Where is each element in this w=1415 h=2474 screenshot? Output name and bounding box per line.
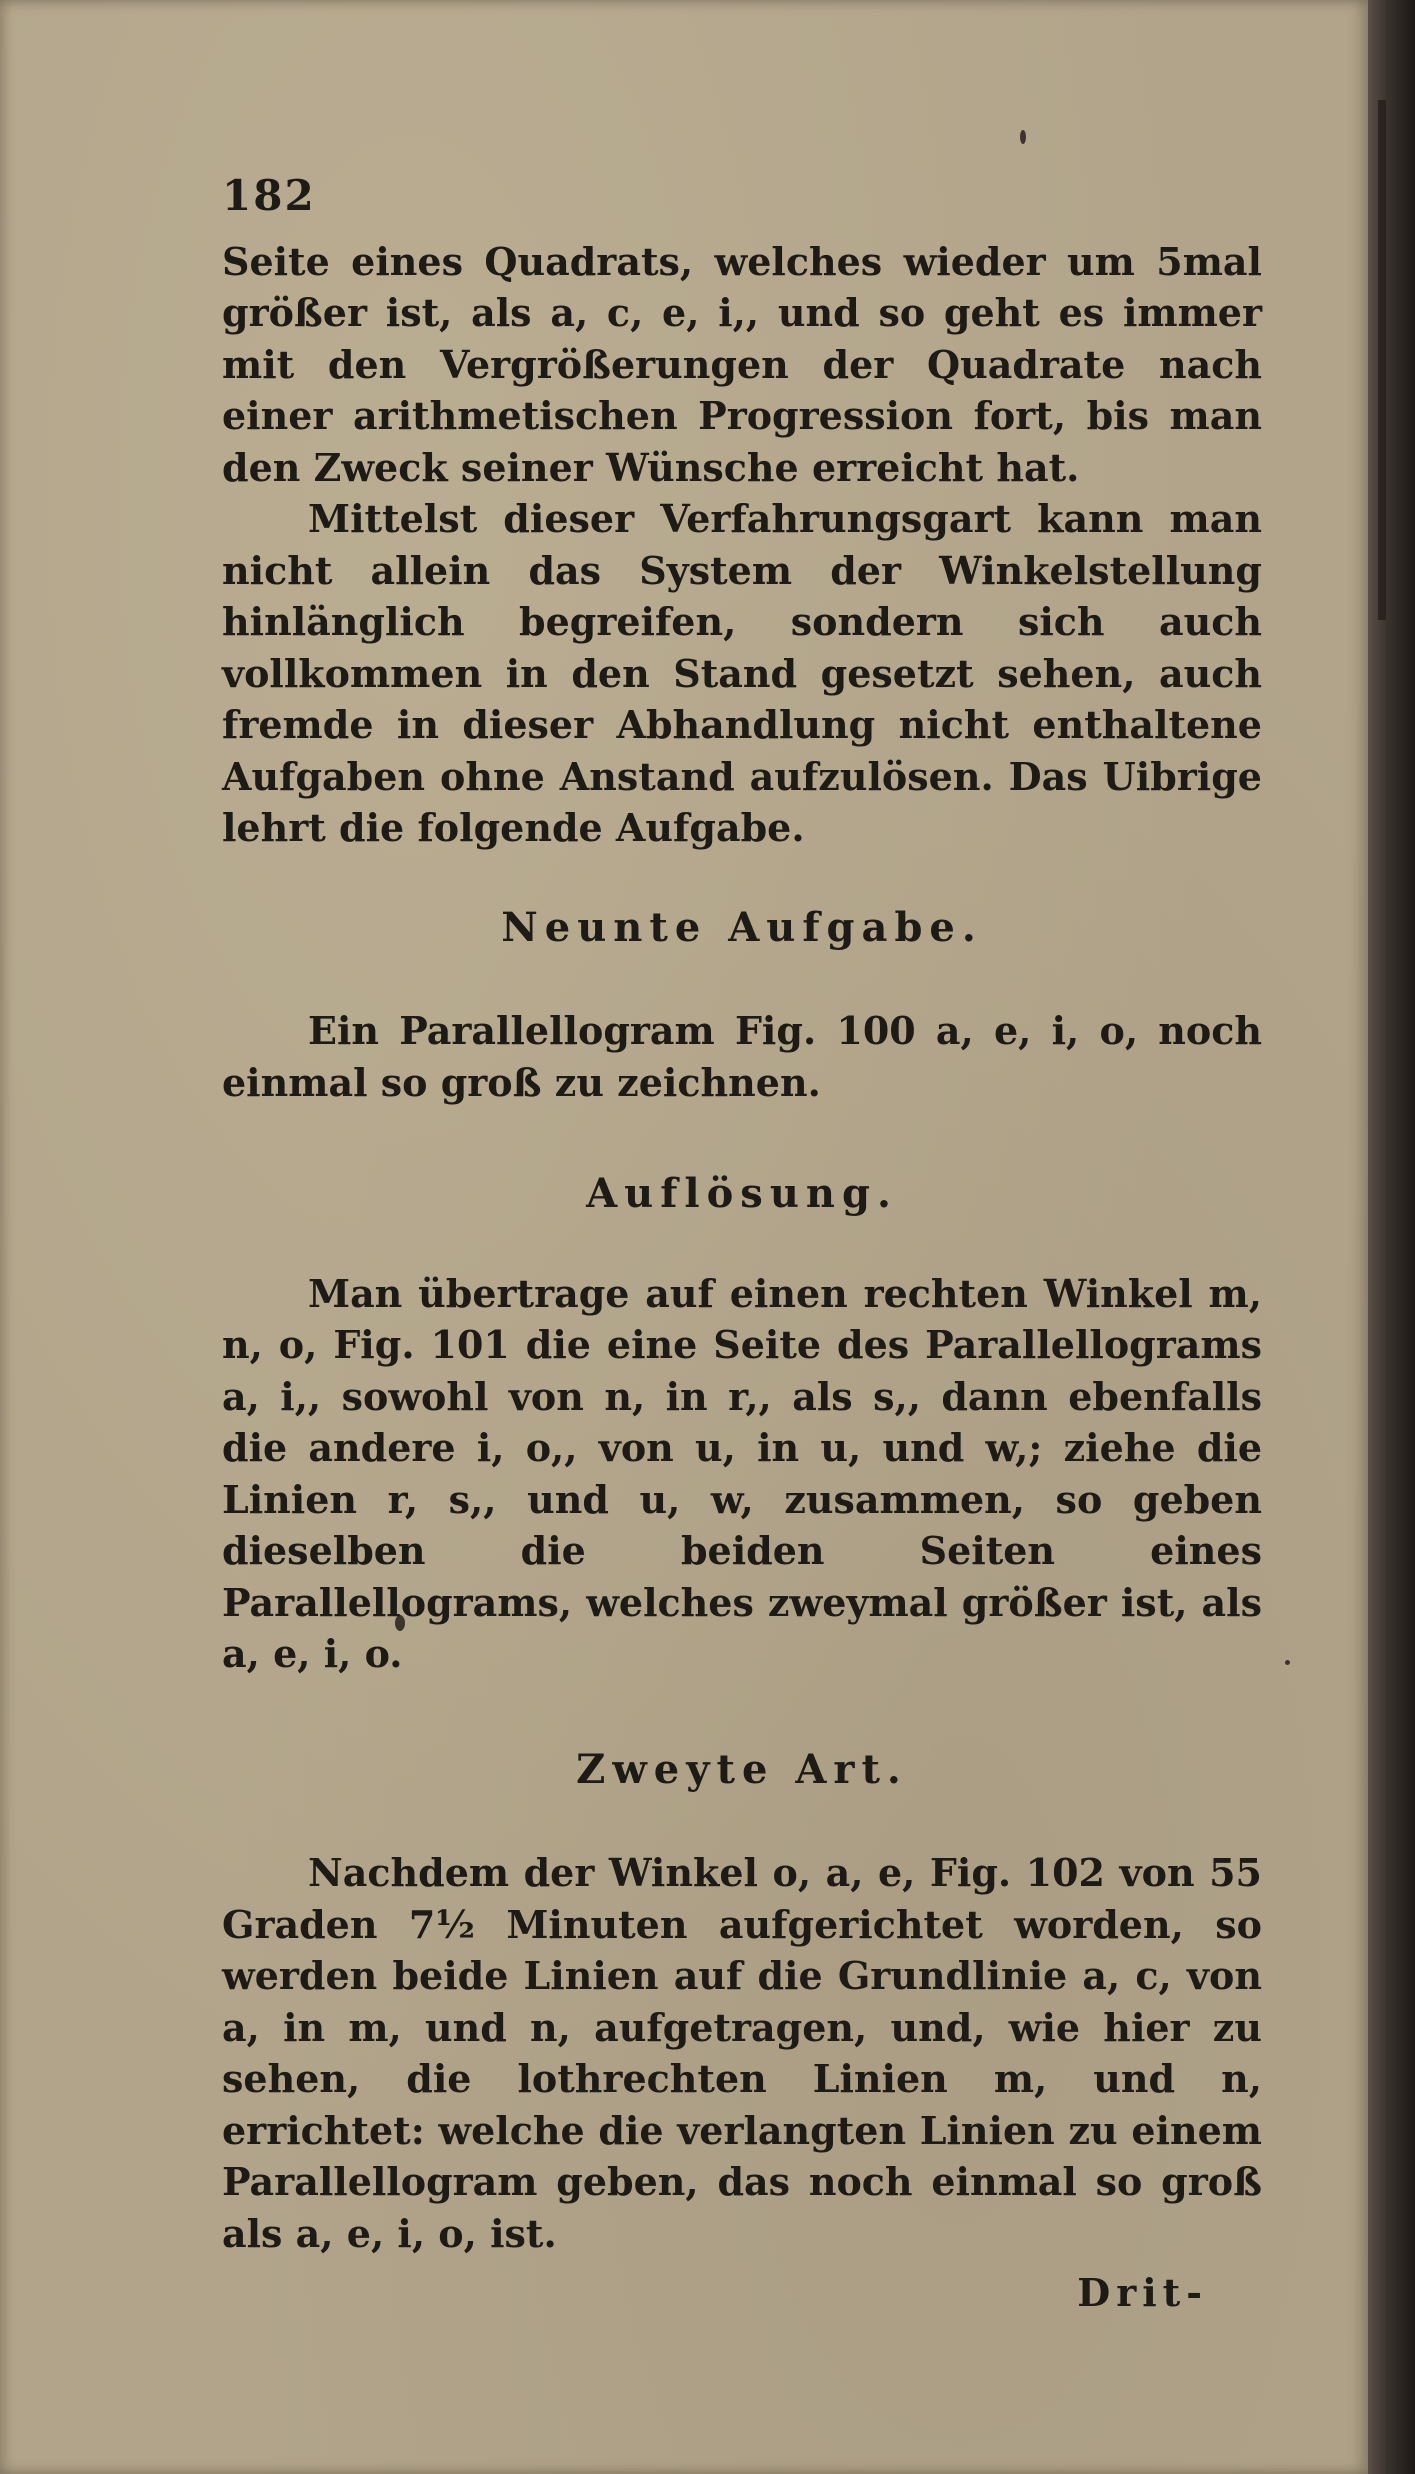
catchword: Drit- — [1077, 2270, 1208, 2315]
paragraph-quadrat-progression: Seite eines Quadrats, welches wieder um 5mal größer ist, als a, c, e, i,, und so geht es immer mit den Vergrößerungen der Quadrate nach einer arithmetischen Progression fort, bis man den Zweck seiner Wünsche erreicht hat. — [222, 238, 1262, 490]
section-heading-aufloesung: Auflösung. — [586, 1170, 898, 1217]
paragraph-zweyte-art-text: Nachdem der Winkel o, a, e, Fig. 102 von 55 Graden 7½ Minuten aufgerichtet worden, so werden beide Linien auf die Grundlinie a, c, von a, in m, und n, aufgetragen, und, wie hier zu sehen, die lothrechten Linien m, und n, errichtet: welche die verlangten Linien zu einem Parallellogram geben, das noch einmal so groß als a, e, i, o, ist. — [222, 1850, 1262, 2256]
paragraph-aufgabe-text: Ein Parallellogram Fig. 100 a, e, i, o, noch einmal so groß zu zeichnen. — [222, 1008, 1262, 1105]
paper-speck — [1285, 1660, 1290, 1665]
section-heading-zweyte-art: Zweyte Art. — [576, 1745, 908, 1793]
paragraph-aufloesung-text: Man übertrage auf einen rechten Winkel m, n, o, Fig. 101 die eine Seite des Parallellograms a, i,, sowohl von n, in r,, als s,, dann ebenfalls die andere i, o,, von u, in u, und w,; ziehe die Linien r, s,, und u, w, zusammen, so geben dieselben die beiden Seiten eines Parallellograms, welches zweymal größer ist, als a, e, i, o. — [222, 1270, 1262, 1676]
paper-speck — [1020, 130, 1026, 144]
book-gutter — [1368, 0, 1415, 2474]
paragraph-verfahrungsart: Mittelst dieser Verfahrungsgart kann man nicht allein das System der Winkelstellung hinlänglich begreifen, sondern sich auch vollkommen in den Stand gesetzt sehen, auch fremde in dieser Abhandlung nicht enthaltene Aufgaben ohne Anstand aufzulösen. Das Uibrige lehrt die folgende Aufgabe. — [222, 496, 1262, 850]
page-text — [222, 170, 1262, 2319]
gutter-shadow-line — [1378, 100, 1386, 620]
page-number: 182 — [222, 171, 316, 220]
section-heading-neunte-aufgabe: Neunte Aufgabe. — [501, 903, 983, 951]
